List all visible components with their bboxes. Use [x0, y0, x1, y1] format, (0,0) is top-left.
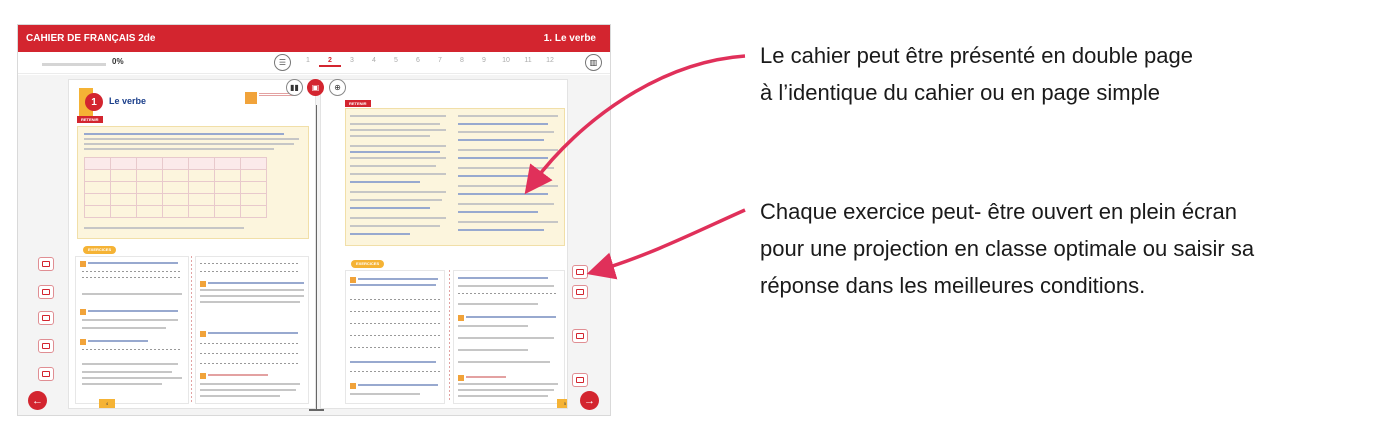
page-tab-9[interactable]: 9 — [482, 57, 486, 64]
page-tab-1[interactable]: 1 — [306, 57, 310, 64]
caption-line: Le cahier peut être présenté en double page — [760, 43, 1193, 68]
workbook-title: CAHIER DE FRANÇAIS 2de — [26, 33, 156, 44]
list-icon[interactable]: ☰ — [274, 54, 291, 71]
chapter-heading: Le verbe — [109, 96, 147, 106]
page-tab-2[interactable]: 2 — [319, 57, 341, 67]
page-tab-12[interactable]: 12 — [546, 57, 554, 64]
caption-line: à l’identique du cahier ou en page simple — [760, 80, 1160, 105]
caption-view-mode — [760, 37, 1193, 111]
single-page-icon[interactable]: ▣ — [307, 79, 324, 96]
exercises-tag: EXERCICES — [83, 246, 116, 254]
progress-label: 0% — [112, 57, 124, 66]
page-tab-8[interactable]: 8 — [460, 57, 464, 64]
arrow-to-view-tools — [533, 56, 745, 183]
chapter-number: 1 — [85, 93, 103, 111]
section-tag-retenir-right: RETENIR — [345, 100, 371, 107]
caption-line: pour une projection en classe optimale ou saisir sa — [760, 236, 1255, 261]
caption-fullscreen — [760, 193, 1254, 304]
caption-line: Chaque exercice peut- être ouvert en plein écran — [760, 199, 1237, 224]
page-tab-5[interactable]: 5 — [394, 57, 398, 64]
arrow-left-icon[interactable]: ← — [28, 391, 47, 410]
page-tab-4[interactable]: 4 — [372, 57, 376, 64]
exercises-tag-right: EXERCICES — [351, 260, 384, 268]
double-page-icon[interactable]: ▮▮ — [286, 79, 303, 96]
zoom-page-icon[interactable]: ⊕ — [329, 79, 346, 96]
arrow-right-icon[interactable]: → — [580, 391, 599, 410]
page-tab-7[interactable]: 7 — [438, 57, 442, 64]
chapter-title: 1. Le verbe — [543, 33, 596, 44]
section-tag-retenir: RETENIR — [77, 116, 103, 123]
page-tab-3[interactable]: 3 — [350, 57, 354, 64]
page-tab-11[interactable]: 11 — [524, 57, 532, 64]
caption-line: réponse dans les meilleures conditions. — [760, 273, 1146, 298]
page-number-left: 4 — [99, 399, 115, 408]
arrow-to-exercise-button — [600, 210, 745, 270]
page-tab-6[interactable]: 6 — [416, 57, 420, 64]
chart-icon[interactable]: ▥ — [585, 54, 602, 71]
page-number-right: 5 — [557, 399, 568, 408]
page-tab-10[interactable]: 10 — [502, 57, 510, 64]
